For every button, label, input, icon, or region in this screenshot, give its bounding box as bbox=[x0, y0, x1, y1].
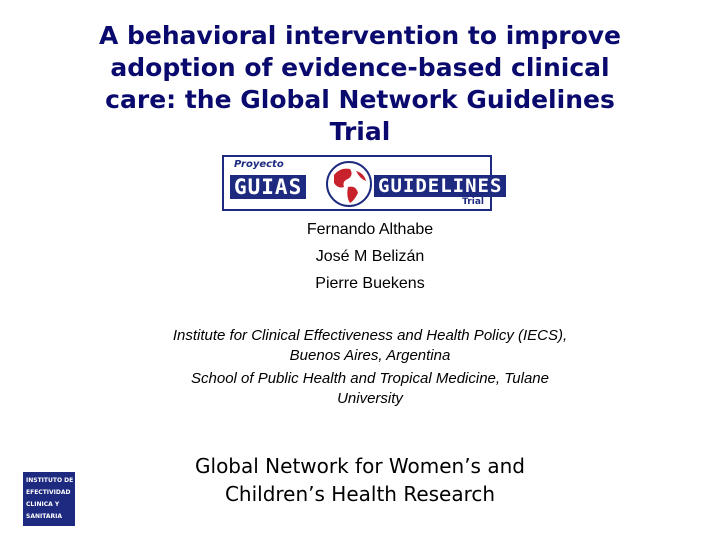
affiliations bbox=[110, 326, 630, 412]
title-line: adoption of evidence-based clinical bbox=[110, 53, 610, 82]
logo-proyecto-text: Proyecto bbox=[234, 159, 284, 170]
iecs-logo bbox=[23, 472, 75, 526]
logo-guias-text: GUIAS bbox=[230, 175, 306, 199]
logo-guidelines-text: GUIDELINES bbox=[374, 175, 506, 197]
affiliation-line: University bbox=[337, 390, 403, 407]
slide-title bbox=[40, 20, 680, 148]
author-list bbox=[200, 216, 540, 297]
iecs-logo-line: SANITARIA bbox=[26, 513, 62, 520]
title-line: Trial bbox=[329, 117, 391, 146]
globe-icon bbox=[324, 159, 374, 209]
iecs-logo-line: INSTITUTO DE bbox=[26, 477, 74, 484]
author-name: Fernando Althabe bbox=[306, 221, 434, 238]
global-network-name bbox=[130, 452, 590, 508]
iecs-logo-line: EFECTIVIDAD bbox=[26, 489, 71, 496]
author-name: José M Belizán bbox=[315, 248, 425, 265]
title-line: care: the Global Network Guidelines bbox=[105, 85, 615, 114]
network-line: Global Network for Women’s and bbox=[195, 454, 525, 478]
affiliation-iecs bbox=[110, 326, 630, 366]
network-line: Children’s Health Research bbox=[224, 482, 496, 506]
guias-guidelines-logo bbox=[222, 155, 503, 211]
affiliation-line: Buenos Aires, Argentina bbox=[289, 347, 451, 364]
iecs-logo-line: CLINICA Y bbox=[26, 501, 60, 508]
title-line: A behavioral intervention to improve bbox=[98, 21, 622, 50]
affiliation-tulane bbox=[110, 369, 630, 409]
affiliation-line: Institute for Clinical Effectiveness and Health Policy (IECS), bbox=[172, 327, 568, 344]
author-name: Pierre Buekens bbox=[315, 275, 425, 292]
affiliation-line: School of Public Health and Tropical Medicine, Tulane bbox=[191, 370, 549, 387]
logo-trial-text: Trial bbox=[462, 197, 484, 207]
